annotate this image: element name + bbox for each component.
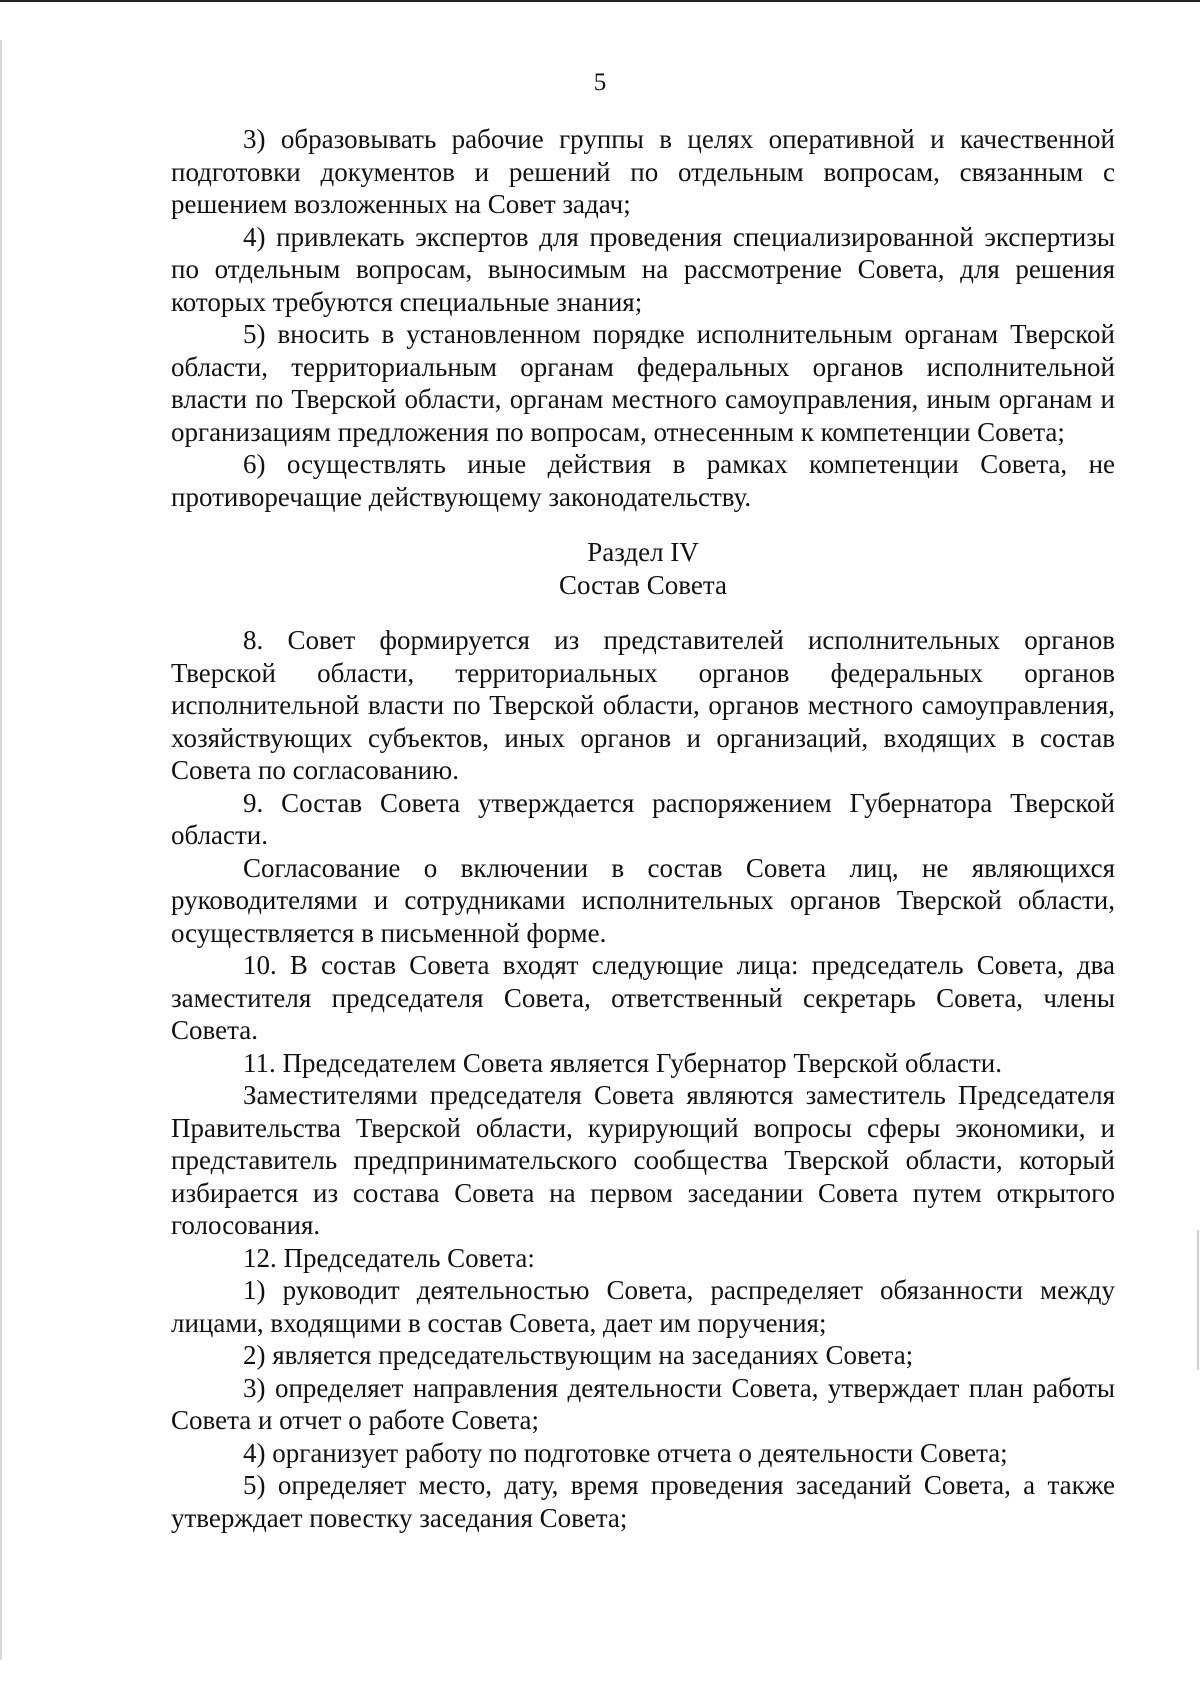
section-title: Состав Совета <box>559 569 727 600</box>
paragraph-clause-12-item-2: 2) является председательствующим на заседаниях Совета; <box>243 1340 914 1370</box>
paragraph-clause-12: 12. Председатель Совета: <box>243 1242 535 1273</box>
paragraph-clause-9: 9. Состав Совета утверждается распоряжением Губернатора Тверской области. <box>171 787 1115 850</box>
paragraph-clause-12-item-5: 5) определяет место, дату, время проведения заседаний Совета, а также утверждает повестку заседания Совета; <box>171 1470 1115 1533</box>
paragraph-clause-12-item-3: 3) определяет направления деятельности Совета, утверждает план работы Совета и отчет о работе Совета; <box>171 1372 1115 1435</box>
paragraph-clause-10: 10. В состав Совета входят следующие лица: председатель Совета, два заместителя председателя Совета, ответственный секретарь Совета, члены Совета. <box>171 950 1115 1045</box>
paragraph-clause-12-item-1: 1) руководит деятельностью Совета, распределяет обязанности между лицами, входящими в состав Совета, дает им поручения; <box>171 1275 1115 1338</box>
scan-border-right <box>1197 1230 1199 1370</box>
paragraph-clause-8: 8. Совет формируется из представителей исполнительных органов Тверской области, территориальных органов федеральных органов исполнительной власти по Тверской области, органов местного самоуправления, хозяйствующих субъектов, иных органов и организаций, входящих в состав Совета по согласованию. <box>171 625 1115 785</box>
document-body <box>171 123 1115 1534</box>
paragraph-item-4: 4) привлекать экспертов для проведения специализированной экспертизы по отдельным вопросам, выносимым на рассмотрение Совета, для решения которых требуются специальные знания; <box>171 221 1115 317</box>
paragraph-clause-11: 11. Председателем Совета является Губернатор Тверской области. <box>243 1047 1002 1078</box>
scan-border-left <box>0 40 2 1660</box>
page-number: 5 <box>593 69 607 96</box>
paragraph-item-3: 3) образовывать рабочие группы в целях оперативной и качественной подготовки документов и решений по отдельным вопросам, связанным с решением возложенных на Совет задач; <box>171 124 1115 219</box>
paragraph-item-6: 6) осуществлять иные действия в рамках компетенции Совета, не противоречащие действующему законодательству. <box>171 449 1115 512</box>
paragraph-clause-9-approval: Согласование о включении в состав Совета лиц, не являющихся руководителями и сотрудниками исполнительных органов Тверской области, осуществляется в письменной форме. <box>171 852 1115 948</box>
paragraph-clause-11-deputies: Заместителями председателя Совета являются заместитель Председателя Правительства Тверской области, курирующий вопросы сферы экономики, и представитель предпринимательского сообщества Тверской области, который избирается из состава Совета на первом заседании Совета путем открытого голосования. <box>171 1080 1115 1240</box>
scan-border-top <box>0 0 1200 2</box>
paragraph-clause-12-item-4: 4) организует работу по подготовке отчета о деятельности Совета; <box>243 1437 1008 1468</box>
paragraph-item-5: 5) вносить в установленном порядке исполнительным органам Тверской области, территориальным органам федеральных органов исполнительной власти по Тверской области, органам местного самоуправления, иным органам и организациям предложения по вопросам, отнесенным к компетенции Совета; <box>171 319 1115 447</box>
section-number: Раздел IV <box>587 537 699 567</box>
